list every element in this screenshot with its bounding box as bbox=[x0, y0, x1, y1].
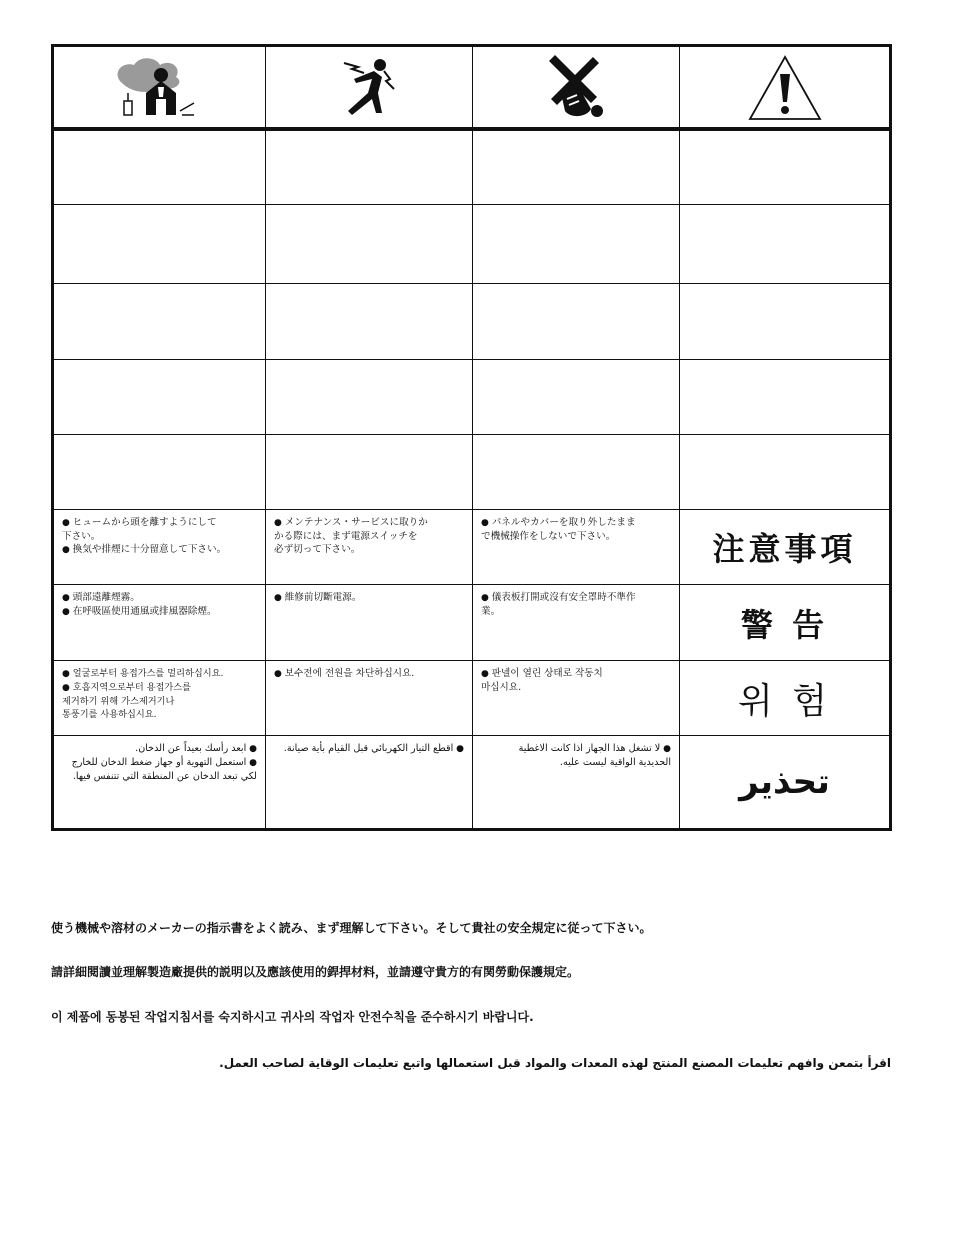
arabic-fumes-text bbox=[54, 736, 266, 828]
empty-cell bbox=[54, 131, 266, 205]
moving-parts-icon bbox=[541, 53, 611, 123]
empty-cell bbox=[266, 435, 473, 510]
arabic-warning-word: تحذير bbox=[739, 762, 830, 802]
empty-cell bbox=[266, 131, 473, 205]
arabic-instruction-note: اقرأ بتمعن وافهم تعليمات المصنع المنتج لهذه المعدات والمواد قبل استعمالها واتبع تعليمات الوقاية لصاحب العمل. bbox=[219, 1056, 891, 1070]
bullet-text: ● اقطع التيار الكهربائي قبل القيام بأية صيانة. bbox=[274, 742, 464, 756]
moving-parts-icon-cell bbox=[473, 47, 680, 128]
warning-triangle-icon bbox=[747, 54, 823, 122]
empty-cell bbox=[473, 435, 680, 510]
bullet-text: ● 在呼吸區使用通風或排風器除煙。 bbox=[62, 605, 257, 619]
empty-cell bbox=[473, 131, 680, 205]
fumes-icon-cell bbox=[54, 47, 266, 128]
bullet-text: ● 儀表板打開或沒有安全罩時不準作 業。 bbox=[481, 591, 671, 618]
korean-instruction-note: 이 제품에 동봉된 작업지침서를 숙지하시고 귀사의 작업자 안전수칙을 준수하시기 바랍니다. bbox=[51, 1010, 534, 1024]
fumes-icon bbox=[110, 53, 210, 123]
electric-shock-icon bbox=[334, 53, 404, 123]
korean-warning-word: 위 험 bbox=[680, 661, 889, 736]
empty-cell bbox=[54, 435, 266, 510]
empty-cell bbox=[266, 205, 473, 284]
bullet-text: ● ヒュームから頭を離すようにして 下さい。 bbox=[62, 516, 257, 543]
electric-shock-icon-cell bbox=[266, 47, 473, 128]
chinese-warning-word: 警 告 bbox=[680, 585, 889, 661]
empty-cell bbox=[680, 131, 889, 205]
japanese-instruction-note: 使う機械や溶材のメーカーの指示書をよく読み、まず理解して下さい。そして貴社の安全規定に従って下さい。 bbox=[51, 921, 652, 935]
empty-cell bbox=[54, 360, 266, 435]
bullet-text: ● 보수전에 전원을 차단하십시요. bbox=[274, 667, 464, 681]
chinese-fumes-text bbox=[54, 585, 266, 661]
chinese-shock-text bbox=[266, 585, 473, 661]
empty-cell bbox=[680, 205, 889, 284]
korean-shock-text bbox=[266, 661, 473, 736]
empty-cell bbox=[54, 284, 266, 360]
arabic-shock-text bbox=[266, 736, 473, 828]
arabic-parts-text bbox=[473, 736, 680, 828]
empty-cell bbox=[54, 205, 266, 284]
safety-warning-table bbox=[51, 44, 892, 831]
japanese-shock-text bbox=[266, 510, 473, 585]
bullet-text: ● لا تشغل هذا الجهاز اذا كانت الاغطية الحديدية الواقية ليست عليه. bbox=[481, 742, 671, 769]
bullet-text: ● 維修前切斷電源。 bbox=[274, 591, 464, 605]
bullet-text: ● 頭部遠離煙霧。 bbox=[62, 591, 257, 605]
bullet-text: ● 호흡지역으로부터 용접가스를 제거하기 위해 가스제거기나 통풍기를 사용하십시요. bbox=[62, 681, 257, 721]
bullet-text: ● メンテナンス・サービスに取りか かる際には、まず電源スイッチを 必ず切って下さい。 bbox=[274, 516, 464, 556]
empty-cell bbox=[680, 284, 889, 360]
empty-cell bbox=[680, 360, 889, 435]
korean-fumes-text bbox=[54, 661, 266, 736]
empty-cell bbox=[473, 284, 680, 360]
bullet-text: ● 판넬이 열린 상태로 작동치 마십시요. bbox=[481, 667, 671, 694]
bullet-text: ● 얼굴로부터 용접가스를 멀리하십시요. bbox=[62, 667, 257, 681]
warning-icon-cell bbox=[680, 47, 889, 128]
bullet-text: ● 換気や排煙に十分留意して下さい。 bbox=[62, 543, 257, 557]
japanese-warning-word: 注意事項 bbox=[680, 510, 889, 585]
empty-cell bbox=[473, 360, 680, 435]
japanese-parts-text bbox=[473, 510, 680, 585]
empty-cell bbox=[266, 360, 473, 435]
empty-cell bbox=[680, 435, 889, 510]
korean-parts-text bbox=[473, 661, 680, 736]
bullet-text: ● ابعد رأسك بعيداً عن الدخان. bbox=[62, 742, 257, 756]
bullet-text: ● パネルやカバーを取り外したまま で機械操作をしないで下さい。 bbox=[481, 516, 671, 543]
chinese-instruction-note: 請詳細閱讀並理解製造廠提供的説明以及應該使用的銲捍材料，並請遵守貴方的有関勞動保護規定。 bbox=[51, 965, 580, 979]
chinese-parts-text bbox=[473, 585, 680, 661]
bullet-text: ● استعمل التهوية أو جهاز ضغط الدخان للخارج لكي تبعد الدخان عن المنطقة التي تتنفس فيها. bbox=[62, 756, 257, 783]
japanese-fumes-text bbox=[54, 510, 266, 585]
empty-cell bbox=[473, 205, 680, 284]
empty-cell bbox=[266, 284, 473, 360]
